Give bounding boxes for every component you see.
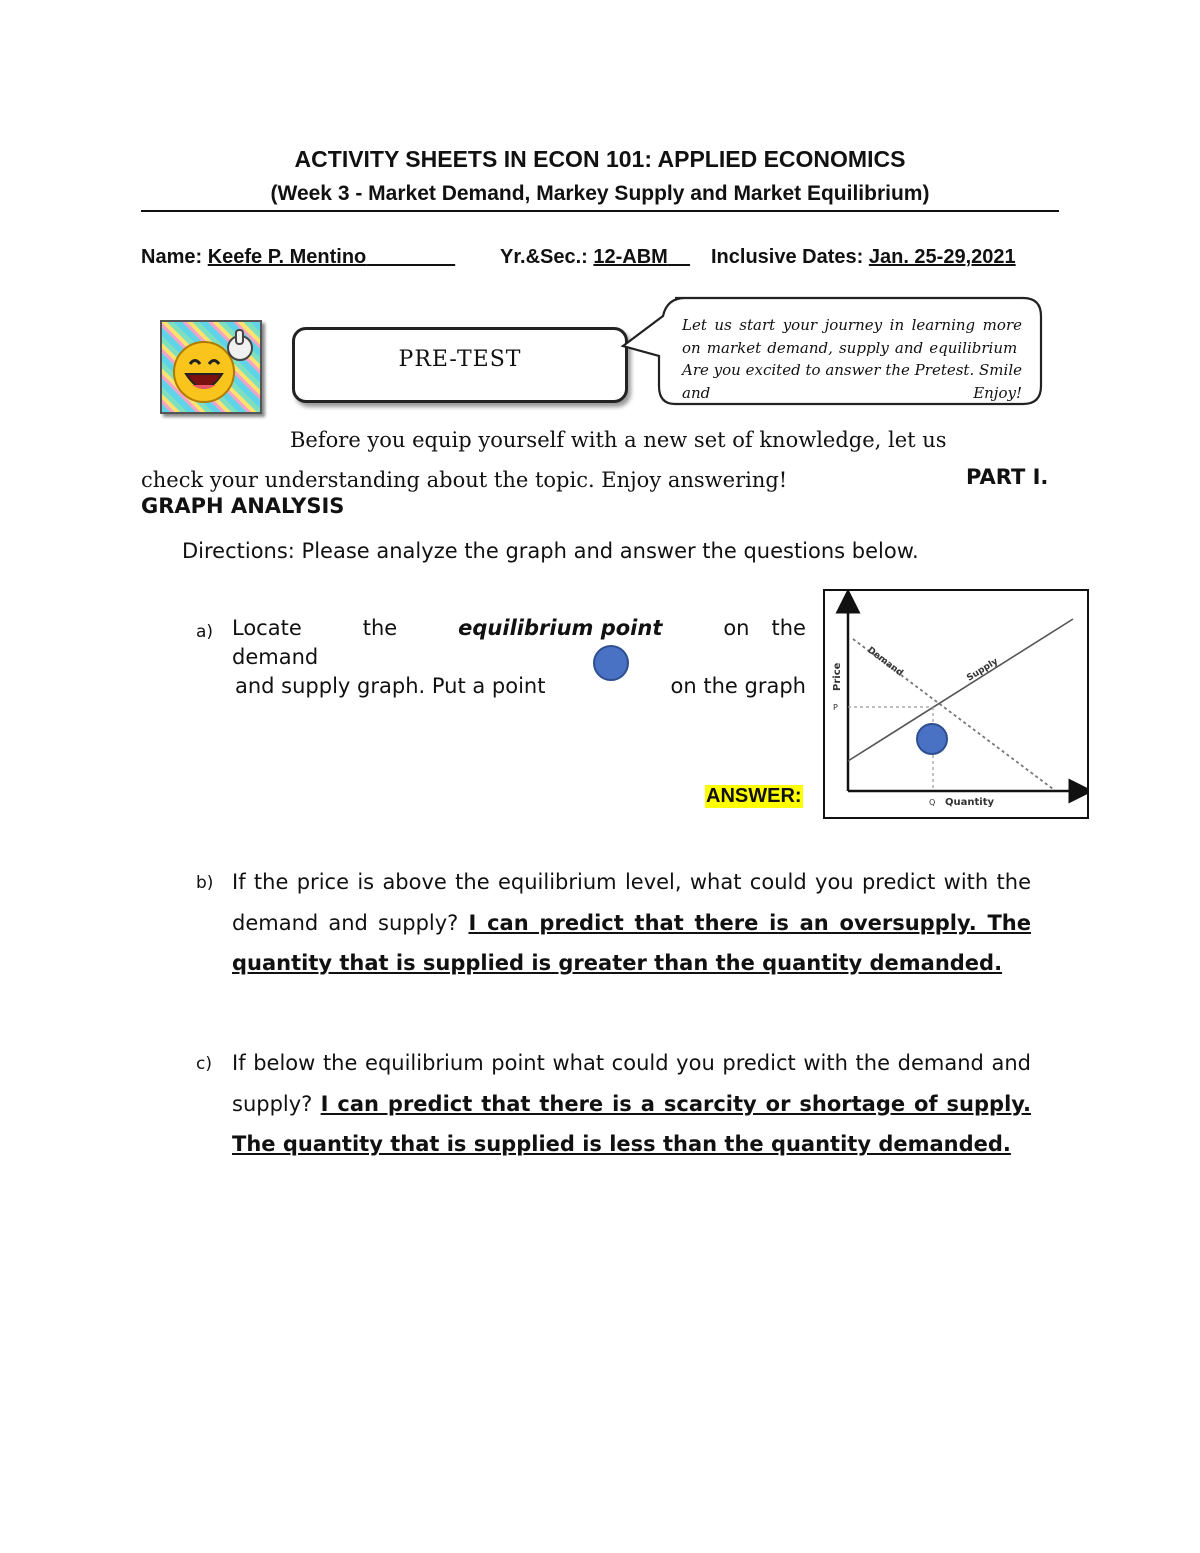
question-c-text: If below the equilibrium point what could you predict with the demand and supply? (232, 1051, 1031, 1116)
section-field (500, 246, 690, 269)
part-label: PART I. (966, 465, 1049, 489)
section-value: 12-ABM (593, 246, 668, 268)
pretest-label: PRE-TEST (398, 347, 522, 372)
question-b-answer: I can predict that there is an oversupply. The quantity that is supplied is greater than the quantity demanded. (232, 910, 1031, 975)
speech-bubble-text: Let us start your journey in learning more on market demand, supply and equilibrium Are you excited to answer the Pretest. Smile and Enjoy! (682, 316, 1022, 402)
supply-label: Supply (965, 656, 1001, 684)
x-axis-label: Quantity (945, 797, 994, 808)
q-tick: Q (929, 798, 936, 807)
laughing-face-icon (160, 320, 262, 414)
question-c-answer: I can predict that there is a scarcity or shortage of supply. The quantity that is supplied is less than the quantity demanded. (232, 1091, 1032, 1156)
name-label: Name: (141, 246, 203, 268)
name-value: Keefe P. Mentino (207, 246, 367, 268)
header-divider (141, 210, 1059, 212)
equilibrium-point-marker (917, 724, 947, 754)
supply-curve (848, 619, 1073, 761)
question-b-text: If the price is above the equilibrium level, what could you predict with the demand and supply? (232, 870, 1031, 935)
name-field (141, 246, 455, 269)
part-heading: GRAPH ANALYSIS (141, 494, 345, 518)
demand-label: Demand (865, 645, 905, 679)
question-b-marker: b) (196, 873, 214, 893)
supply-demand-graph (823, 589, 1089, 819)
question-a-marker: a) (196, 622, 214, 642)
answer-label: ANSWER: (706, 785, 802, 807)
question-c-marker: c) (196, 1054, 212, 1074)
question-c (232, 1043, 1031, 1165)
dates-field (711, 246, 1016, 269)
section-label: Yr.&Sec.: (500, 246, 588, 268)
document-subtitle: (Week 3 - Market Demand, Markey Supply and Market Equilibrium) (270, 182, 930, 205)
question-a: Locate the equilibrium point on the demand and supply graph. Put a point on the graph (232, 616, 806, 698)
document-title: ACTIVITY SHEETS IN ECON 101: APPLIED ECONOMICS (294, 146, 906, 172)
point-marker-sample (593, 645, 629, 681)
intro-line-1: Before you equip yourself with a new set of knowledge, let us (290, 428, 947, 452)
dates-value: Jan. 25-29,2021 (868, 246, 1016, 268)
intro-line-2: check your understanding about the topic. Enjoy answering! (141, 468, 788, 492)
directions-text: Directions: Please analyze the graph and answer the questions below. (182, 539, 919, 563)
question-a-emphasis: equilibrium point (458, 616, 663, 640)
y-axis-label: Price (832, 662, 843, 691)
question-b (232, 862, 1031, 984)
p-tick: P (833, 703, 838, 712)
dates-label: Inclusive Dates: (711, 246, 864, 268)
